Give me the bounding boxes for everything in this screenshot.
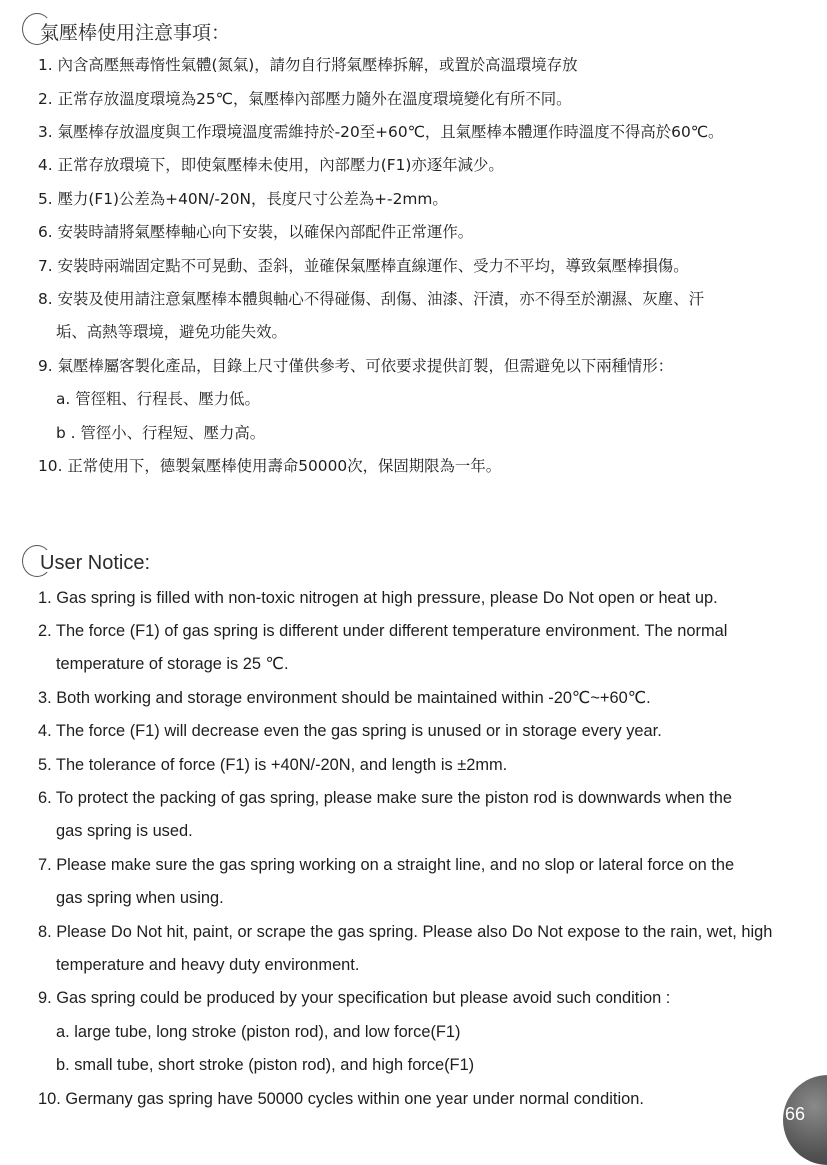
zh-item-4: 4. 正常存放環境下，即使氣壓棒未使用，內部壓力(F1)亦逐年減少。: [38, 156, 504, 174]
zh-item-2: 2. 正常存放溫度環境為25℃，氣壓棒內部壓力隨外在溫度環境變化有所不同。: [38, 90, 572, 108]
en-item-9: 9. Gas spring could be produced by your specification but please avoid such condition :: [38, 989, 671, 1007]
zh-item-5: 5. 壓力(F1)公差為+40N/-20N，長度尺寸公差為+-2mm。: [38, 190, 448, 208]
zh-item-9b: b . 管徑小、行程短、壓力高。: [56, 424, 266, 442]
en-item-1: 1. Gas spring is filled with non-toxic nitrogen at high pressure, please Do Not open or heat up.: [38, 589, 718, 607]
en-item-7: 7. Please make sure the gas spring working on a straight line, and no slop or lateral force on the: [38, 856, 735, 874]
en-item-6: 6. To protect the packing of gas spring, please make sure the piston rod is downwards when the: [38, 789, 732, 807]
en-item-6-cont: gas spring is used.: [56, 822, 193, 840]
page-number: 66: [785, 1104, 806, 1124]
zh-item-9: 9. 氣壓棒屬客製化產品，目錄上尺寸僅供參考、可依要求提供訂製，但需避免以下兩種情形：: [38, 357, 674, 375]
en-item-2: 2. The force (F1) of gas spring is different under different temperature environment. The normal: [38, 622, 728, 640]
zh-item-10: 10. 正常使用下，德製氣壓棒使用壽命50000次，保固期限為一年。: [38, 457, 502, 475]
zh-item-8: 8. 安裝及使用請注意氣壓棒本體與軸心不得碰傷、刮傷、油漆、汗漬，亦不得至於潮濕、灰塵、汗: [38, 290, 704, 308]
english-heading-text: User Notice:: [40, 551, 151, 574]
zh-item-1: 1. 內含高壓無毒惰性氣體(氮氣)，請勿自行將氣壓棒拆解，或置於高溫環境存放: [38, 56, 578, 74]
en-item-10: 10. Germany gas spring have 50000 cycles within one year under normal condition.: [38, 1090, 644, 1108]
english-heading: [22, 545, 150, 581]
en-item-2-cont: temperature of storage is 25 ℃.: [56, 655, 289, 673]
zh-item-9a: a. 管徑粗、行程長、壓力低。: [56, 390, 260, 408]
en-item-8: 8. Please Do Not hit, paint, or scrape the gas spring. Please also Do Not expose to the rain, wet, high: [38, 923, 773, 941]
chinese-heading-text: 氣壓棒使用注意事項：: [40, 21, 231, 44]
en-item-5: 5. The tolerance of force (F1) is +40N/-20N, and length is ±2mm.: [38, 756, 508, 774]
zh-item-8-cont: 垢、高熱等環境，避免功能失效。: [56, 323, 287, 341]
zh-item-7: 7. 安裝時兩端固定點不可晃動、歪斜，並確保氣壓棒直線運作、受力不平均，導致氣壓棒損傷。: [38, 257, 689, 275]
en-item-8-cont: temperature and heavy duty environment.: [56, 956, 360, 974]
en-item-9a: a. large tube, long stroke (piston rod), and low force(F1): [56, 1023, 461, 1041]
chinese-heading: [22, 13, 230, 49]
zh-item-6: 6. 安裝時請將氣壓棒軸心向下安裝，以確保內部配件正常運作。: [38, 223, 474, 241]
en-item-4: 4. The force (F1) will decrease even the gas spring is unused or in storage every year.: [38, 722, 662, 740]
en-item-3: 3. Both working and storage environment should be maintained within -20℃~+60℃.: [38, 689, 651, 707]
zh-item-3: 3. 氣壓棒存放溫度與工作環境溫度需維持於-20至+60℃，且氣壓棒本體運作時溫度不得高於60℃。: [38, 123, 724, 141]
en-item-7-cont: gas spring when using.: [56, 889, 224, 907]
en-item-9b: b. small tube, short stroke (piston rod), and high force(F1): [56, 1056, 475, 1074]
